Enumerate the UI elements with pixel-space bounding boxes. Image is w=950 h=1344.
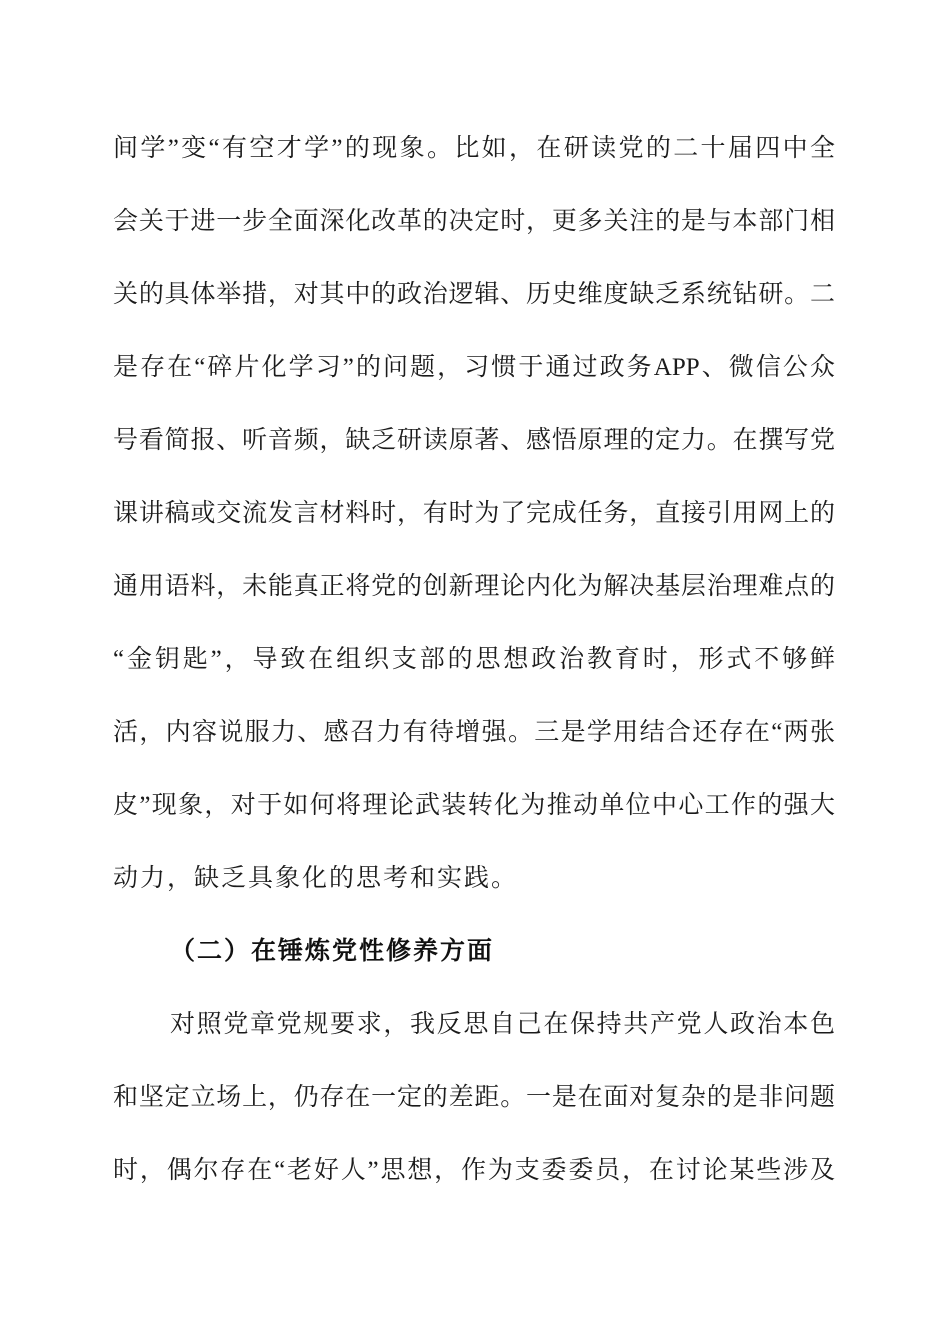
- paragraph-last-line: 动力，缺乏具象化的思考和实践。: [113, 865, 519, 892]
- paragraph-line: 是存在“碎片化学习”的问题，习惯于通过政务APP、微信公众: [113, 354, 835, 381]
- paragraph-line: “金钥匙”，导致在组织支部的思想政治教育时，形式不够鲜: [113, 646, 835, 673]
- paragraph-line: 对照党章党规要求，我反思自己在保持共产党人政治本色: [170, 1011, 835, 1038]
- paragraph-line: 活，内容说服力、感召力有待增强。三是学用结合还存在“两张: [113, 719, 835, 746]
- paragraph-line: 皮”现象，对于如何将理论武装转化为推动单位中心工作的强大: [113, 792, 835, 819]
- paragraph-line: 关的具体举措，对其中的政治逻辑、历史维度缺乏系统钻研。二: [113, 281, 835, 308]
- paragraph-line: 通用语料，未能真正将党的创新理论内化为解决基层治理难点的: [113, 573, 835, 600]
- paragraph-line: 和坚定立场上，仍存在一定的差距。一是在面对复杂的是非问题: [113, 1084, 835, 1111]
- section-heading: （二）在锤炼党性修养方面: [170, 938, 495, 965]
- paragraph-line: 间学”变“有空才学”的现象。比如，在研读党的二十届四中全: [113, 135, 835, 162]
- paragraph-line: 会关于进一步全面深化改革的决定时，更多关注的是与本部门相: [113, 208, 835, 235]
- paragraph-line: 号看简报、听音频，缺乏研读原著、感悟原理的定力。在撰写党: [113, 427, 835, 454]
- paragraph-line: 时，偶尔存在“老好人”思想，作为支委委员，在讨论某些涉及: [113, 1157, 835, 1184]
- paragraph-line: 课讲稿或交流发言材料时，有时为了完成任务，直接引用网上的: [113, 500, 835, 527]
- document-text-block: [113, 112, 835, 1207]
